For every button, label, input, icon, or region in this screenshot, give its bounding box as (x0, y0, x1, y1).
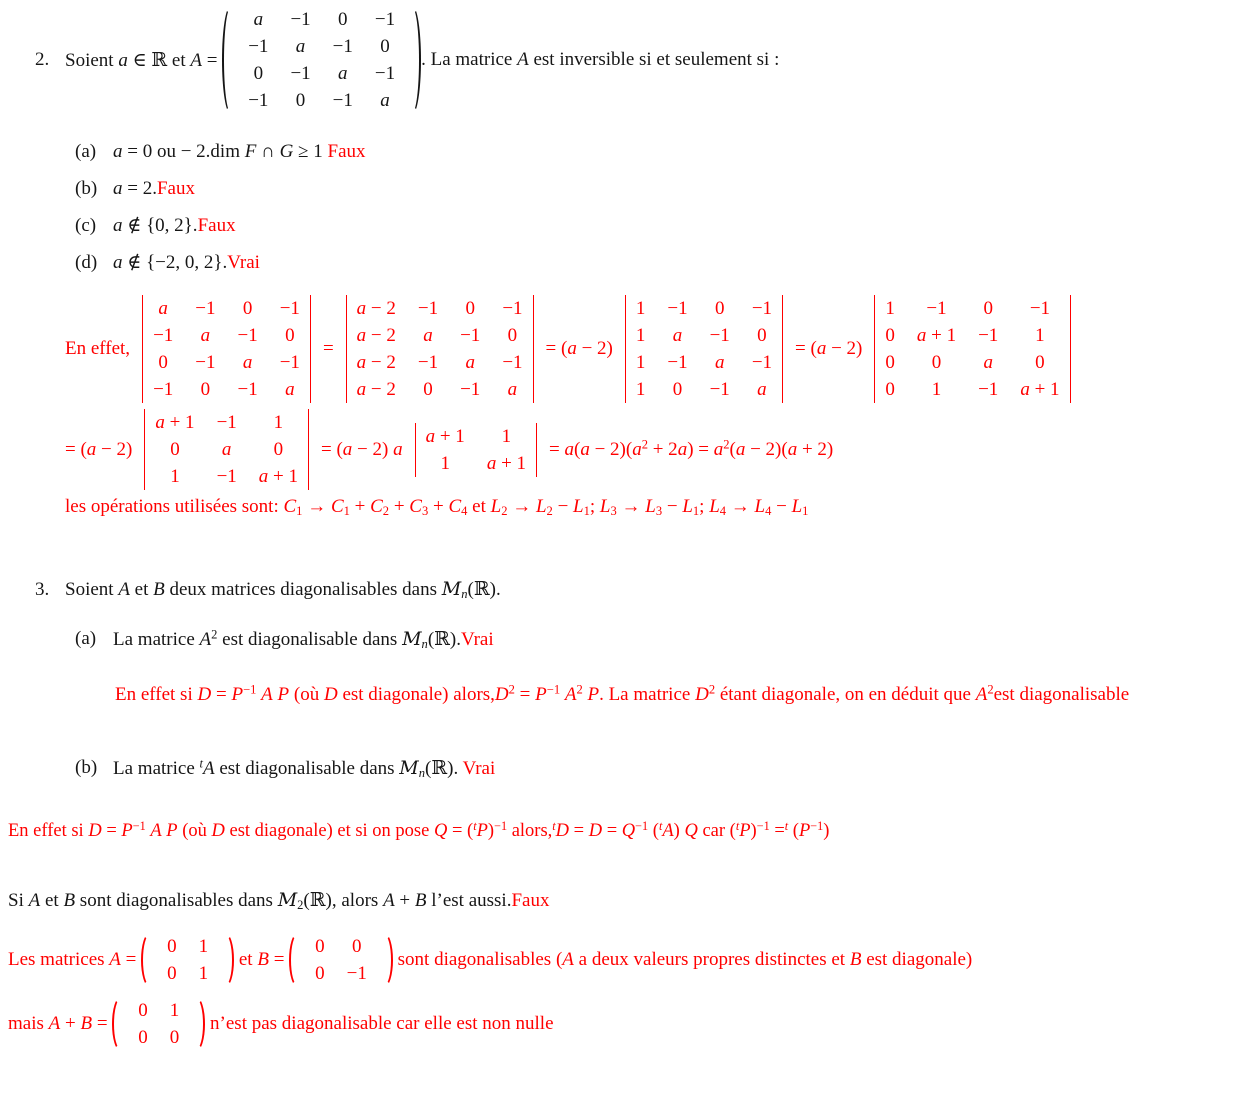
matrix-cell: −1 (153, 379, 174, 400)
matrix-cell: 0 (169, 1027, 180, 1048)
matrix-cell: 1 (170, 466, 180, 487)
explanation-3b-text: En effet si $D = P^{-1}$ A P (où D est diagonale) et si on pose $Q = (^tP)^{-1}$ alors,$^t$D = $D = Q^{-1}$ ($^t$A) Q car $(^tP)^{-1} =^t$ $(P^{-1})$ (8, 818, 830, 841)
matrix-cell: 0 (465, 298, 475, 319)
matrix-cell: a (242, 352, 253, 373)
matrix-cell: 1 (931, 379, 942, 400)
matrix-cell: −1 (279, 352, 300, 373)
item-2c (75, 214, 1239, 238)
matrix-cell: −1 (926, 298, 947, 319)
matrix-cell: a (757, 379, 767, 400)
counterexample-post: sont diagonalisables (A a deux valeurs propres distinctes et B est diagonale) (392, 949, 973, 970)
counterexample-line (8, 933, 1239, 987)
matrix-cell: 1 (635, 379, 646, 400)
matrix-cell: a (253, 9, 264, 30)
explanation-3b (8, 818, 1239, 842)
question-3-header (35, 578, 1239, 601)
matrix-body (130, 997, 187, 1051)
matrix-cell: −1 (332, 90, 353, 111)
operations-text: les opérations utilisées sont: $C_1 \to C_1 + C_2 + C_3 + C_4$ et $L_2 \to L_2 - L_1$; $L_3 \to L_3 - L_1$; $L_4 \to L_4 - L_1$ (65, 496, 809, 519)
matrix-cell: −1 (460, 379, 481, 400)
matrix-cell: 1 (885, 298, 895, 319)
item-3b-text: La matrice $^t$A est diagonalisable dans $M_n(ℝ)$. Vrai (113, 756, 496, 781)
matrix-cell: −1 (709, 379, 730, 400)
final-post: n’est pas diagonalisable car elle est non nulle (205, 1013, 554, 1034)
matrix-cell: −1 (216, 466, 237, 487)
matrix-cell: −1 (195, 298, 216, 319)
explanation-3a (115, 682, 1239, 708)
matrix-cell: −1 (667, 352, 688, 373)
final-line (8, 997, 1239, 1051)
matrix-body (346, 295, 534, 403)
item-2c-label: (c) (75, 215, 97, 236)
determinant-4 (874, 295, 1070, 403)
matrix-cell: 1 (198, 936, 209, 957)
determinant-5 (144, 409, 309, 490)
item-2a-label: (a) (75, 141, 97, 162)
matrix-cell: 0 (242, 298, 253, 319)
matrix-cell: 0 (138, 1027, 148, 1048)
matrix-cell: 0 (423, 379, 433, 400)
matrix-cell: −1 (332, 36, 353, 57)
matrix-cell: −1 (978, 325, 999, 346)
determinant-3 (625, 295, 783, 403)
item-2b (75, 177, 1239, 201)
determinant-6 (415, 423, 537, 477)
matrix-cell: 0 (273, 439, 284, 460)
matrix-cell: −1 (279, 298, 300, 319)
matrix-cell: a (714, 352, 725, 373)
matrix-cell: 1 (1035, 325, 1045, 346)
question-2-header (35, 6, 1239, 114)
matrix-cell: 0 (885, 379, 895, 400)
item-2a-text: a = 0 ou − 2.dim F ∩ G ≥ 1 Faux (113, 141, 366, 162)
matrix-cell: a − 2 (356, 352, 396, 373)
matrix-cell: a (465, 352, 475, 373)
matrix-cell: 0 (714, 298, 725, 319)
sum-statement (8, 888, 1239, 913)
operations-note (65, 494, 1239, 520)
matrix-cell: −1 (502, 298, 523, 319)
matrix-cell: 1 (501, 425, 512, 447)
matrix-cell: a + 1 (1020, 379, 1060, 400)
counterexample-pre: Les matrices A = (8, 949, 142, 970)
item-2a (75, 140, 1239, 164)
matrix-cell: a (295, 36, 306, 57)
question-2-intro-post: . La matrice A est inversible si et seulement si : (421, 49, 780, 70)
matrix-cell: −1 (751, 298, 773, 319)
matrix-cell: 0 (167, 936, 177, 957)
matrix-cell: a − 2 (356, 379, 396, 400)
determinant-2 (346, 295, 534, 403)
matrix-cell: a + 1 (916, 325, 957, 346)
matrix-cell: −1 (153, 325, 174, 346)
matrix-cell: 0 (200, 379, 211, 400)
matrix-cell: −1 (290, 9, 311, 30)
matrix-cell: −1 (216, 412, 237, 433)
matrix-cell: a (380, 90, 390, 111)
matrix-body (307, 933, 375, 987)
matrix-cell: −1 (709, 325, 730, 346)
matrix-cell: 0 (158, 352, 168, 373)
matrix-cell: 0 (885, 352, 895, 373)
matrix-body (625, 295, 783, 403)
determinant-1 (142, 295, 311, 403)
matrix-cell: 0 (170, 439, 180, 460)
item-3a (75, 627, 1239, 652)
left-paren (112, 997, 129, 1051)
matrix-cell: a (158, 298, 168, 319)
matrix-cell: −1 (374, 9, 396, 30)
matrix-body (240, 6, 403, 114)
matrix-cell: a + 1 (425, 425, 465, 447)
matrix-body (874, 295, 1070, 403)
matrix-cell: −1 (460, 325, 481, 346)
sum-statement-text: Si A et B sont diagonalisables dans $M_2(ℝ)$, alors A + B l’est aussi.Faux (8, 889, 550, 913)
matrix-cell: −1 (237, 325, 258, 346)
matrix-cell: 1 (440, 452, 450, 474)
matrix-cell: a (221, 439, 232, 460)
left-paren (222, 6, 239, 114)
matrix-cell: −1 (417, 352, 439, 373)
matrix-A (222, 6, 421, 114)
item-3a-text: La matrice $A^2$ est diagonalisable dans $M_n(ℝ).Vrai$ (113, 627, 494, 652)
matrix-cell: −1 (1029, 298, 1051, 319)
question-3-number: 3. (35, 578, 50, 600)
matrix-cell: a (672, 325, 683, 346)
matrix-cell: a − 2 (356, 325, 396, 346)
question-2-items (75, 140, 1239, 275)
question-2-intro-pre: Soient a ∈ ℝ et A = (65, 49, 223, 71)
matrix-cell: −1 (237, 379, 258, 400)
left-paren (289, 933, 306, 987)
determinant-proof (65, 295, 1239, 520)
right-paren (188, 997, 205, 1051)
matrix-cell: 0 (931, 352, 942, 373)
matrix-cell: 0 (285, 325, 295, 346)
matrix-cell: 1 (273, 412, 284, 433)
matrix-A-plus-B (112, 997, 205, 1051)
matrix-cell: −1 (667, 298, 688, 319)
matrix-body (159, 933, 216, 987)
matrix-cell: a + 1 (486, 452, 527, 474)
right-paren (376, 933, 393, 987)
question-2-number: 2. (35, 49, 50, 70)
proof-eq-1: = (322, 338, 334, 359)
matrix-cell: 0 (672, 379, 683, 400)
proof-result: = $a(a - 2)(a^2 + 2a) = a^2(a - 2)(a + 2)$ (549, 437, 834, 460)
matrix-cell: 1 (198, 963, 209, 984)
item-2c-text: a ∉ {0, 2}.Faux (113, 215, 236, 236)
matrix-cell: 0 (253, 63, 264, 84)
proof-line-1 (65, 295, 1239, 403)
matrix-cell: −1 (248, 36, 269, 57)
proof-lead: En effet, (65, 338, 131, 359)
matrix-cell: −1 (978, 379, 999, 400)
counterexample-mid: et B = (234, 949, 290, 970)
matrix-cell: 0 (138, 1000, 148, 1021)
item-3a-label: (a) (75, 628, 97, 649)
matrix-cell: 1 (635, 352, 646, 373)
item-3b-label: (b) (75, 757, 98, 778)
item-2d-text: a ∉ {−2, 0, 2}.Vrai (113, 252, 260, 273)
matrix-cell: −1 (374, 63, 396, 84)
right-paren (404, 6, 421, 114)
matrix-cell: −1 (195, 352, 216, 373)
matrix-cell: −1 (346, 963, 367, 984)
matrix-cell: 1 (635, 298, 646, 319)
proof-eq-2: = (a − 2) (545, 338, 613, 359)
matrix-cell: 0 (885, 325, 895, 346)
left-paren (141, 933, 158, 987)
matrix-cell: a (507, 379, 518, 400)
proof-eq-5: = (a − 2) a (321, 438, 403, 460)
matrix-cell: a − 2 (356, 298, 396, 319)
matrix-cell: a (200, 325, 211, 346)
item-2b-text: a = 2.Faux (113, 178, 195, 199)
question-3-intro: Soient A et B deux matrices diagonalisables dans $M_n(ℝ)$. (65, 578, 501, 602)
proof-line-2 (65, 409, 1239, 490)
item-2d-label: (d) (75, 252, 98, 273)
matrix-cell: a + 1 (258, 466, 298, 487)
matrix-cell: 0 (295, 90, 306, 111)
final-pre: mais A + B = (8, 1013, 113, 1034)
matrix-cell: a (338, 63, 348, 84)
item-2b-label: (b) (75, 178, 98, 199)
matrix-cell: 0 (167, 963, 177, 984)
matrix-cell: 0 (757, 325, 767, 346)
matrix-cell: 0 (338, 9, 348, 30)
item-3b (75, 756, 1239, 781)
matrix-cell: −1 (751, 352, 773, 373)
matrix-cell: 0 (315, 936, 325, 957)
proof-eq-4: = (a − 2) (65, 438, 133, 460)
matrix-cell: a (423, 325, 433, 346)
matrix-cell: 0 (352, 936, 362, 957)
matrix-cell: 0 (507, 325, 518, 346)
matrix-cell: 0 (315, 963, 325, 984)
matrix-cell: 0 (380, 36, 390, 57)
matrix-cell: 0 (1035, 352, 1045, 373)
matrix-cell: −1 (248, 90, 269, 111)
matrix-body (142, 295, 311, 403)
explanation-3a-text: En effet si $D = P^{-1}$ A P (où D est diagonale) $alors,D^2 = P^{-1}$ $A^2$ P. La matrice $D^2$ étant diagonale, on en déduit que $A^2est$ diagonalisable (115, 682, 1130, 705)
matrix-cell: a (983, 352, 993, 373)
matrix-body (415, 423, 537, 477)
matrix-cell: −1 (502, 352, 523, 373)
proof-eq-3: = (a − 2) (795, 338, 863, 359)
matrix-cell: a (285, 379, 295, 400)
right-paren (217, 933, 234, 987)
matrix-cell: −1 (417, 298, 439, 319)
page (0, 6, 1239, 1094)
item-2d (75, 251, 1239, 275)
matrix-cell: 0 (983, 298, 993, 319)
matrix-cell: a + 1 (155, 412, 195, 433)
matrix-A-2x2 (141, 933, 234, 987)
matrix-body (144, 409, 309, 490)
matrix-B-2x2 (289, 933, 393, 987)
matrix-cell: 1 (635, 325, 646, 346)
matrix-cell: −1 (290, 63, 311, 84)
matrix-cell: 1 (169, 1000, 180, 1021)
